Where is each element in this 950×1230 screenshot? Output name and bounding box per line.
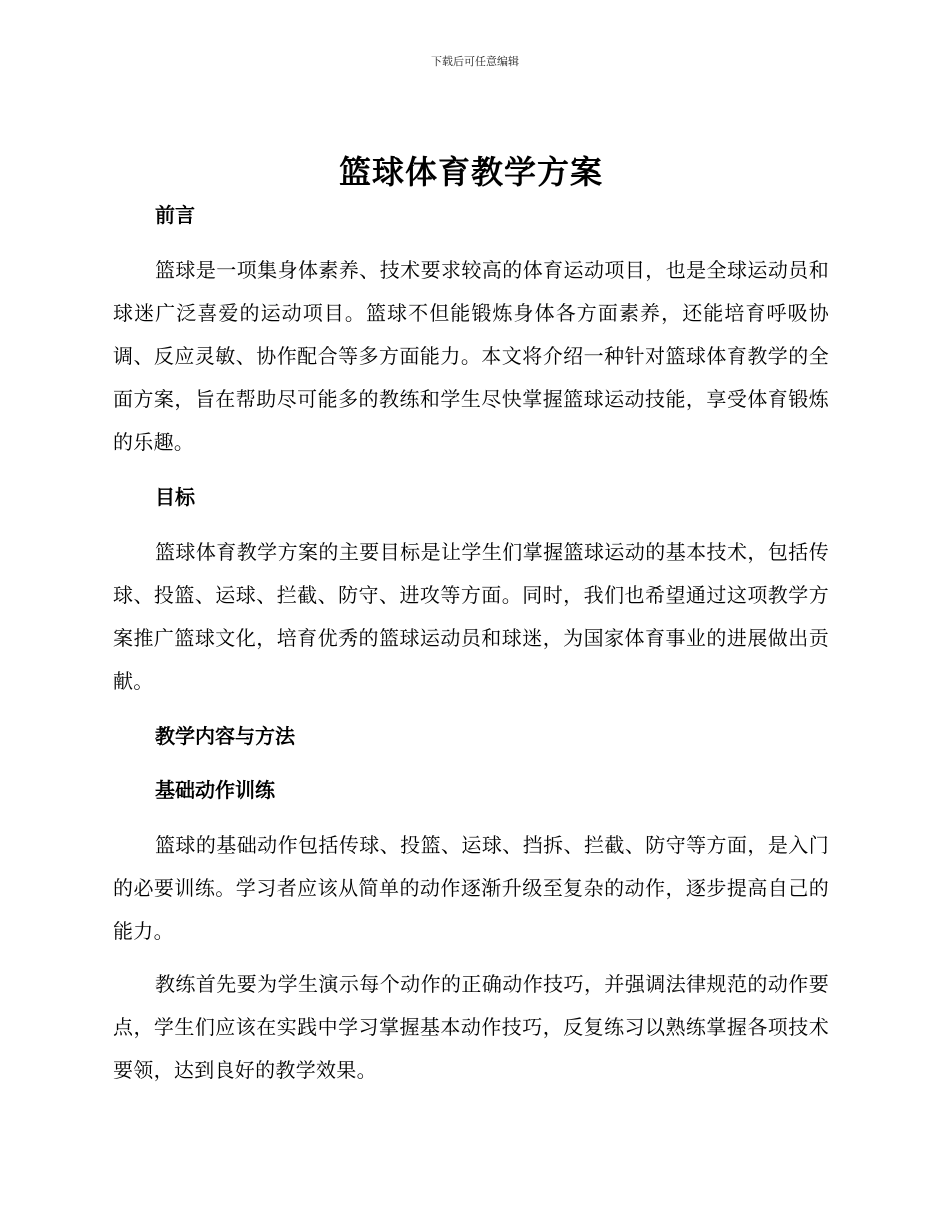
paragraph-preface: 篮球是一项集身体素养、技术要求较高的体育运动项目，也是全球运动员和球迷广泛喜爱的运动项目。篮球不但能锻炼身体各方面素养，还能培育呼吸协调、反应灵敏、协作配合等多方面能力。本文将介绍一种针对篮球体育教学的全面方案，旨在帮助尽可能多的教练和学生尽快掌握篮球运动技能，享受体育锻炼的乐趣。 (113, 258, 829, 454)
section-heading-teaching-content: 教学内容与方法 (155, 724, 295, 748)
paragraph-goals: 篮球体育教学方案的主要目标是让学生们掌握篮球运动的基本技术，包括传球、投篮、运球、拦截、防守、进攻等方面。同时，我们也希望通过这项教学方案推广篮球文化，培育优秀的篮球运动员和球迷，为国家体育事业的进展做出贡献。 (113, 540, 829, 693)
paragraph-basic-training-1: 篮球的基础动作包括传球、投篮、运球、挡拆、拦截、防守等方面，是入门的必要训练。学习者应该从简单的动作逐渐升级至复杂的动作，逐步提高自己的能力。 (113, 833, 829, 943)
paragraph-basic-training-2: 教练首先要为学生演示每个动作的正确动作技巧，并强调法律规范的动作要点，学生们应该在实践中学习掌握基本动作技巧，反复练习以熟练掌握各项技术要领，达到良好的教学效果。 (113, 972, 829, 1082)
page-header: 下载后可任意编辑 (431, 55, 519, 68)
section-heading-goals: 目标 (155, 485, 195, 509)
section-heading-preface: 前言 (155, 203, 195, 227)
document-body (113, 148, 829, 1092)
section-heading-basic-training: 基础动作训练 (155, 778, 275, 802)
document-title: 篮球体育教学方案 (338, 153, 603, 191)
